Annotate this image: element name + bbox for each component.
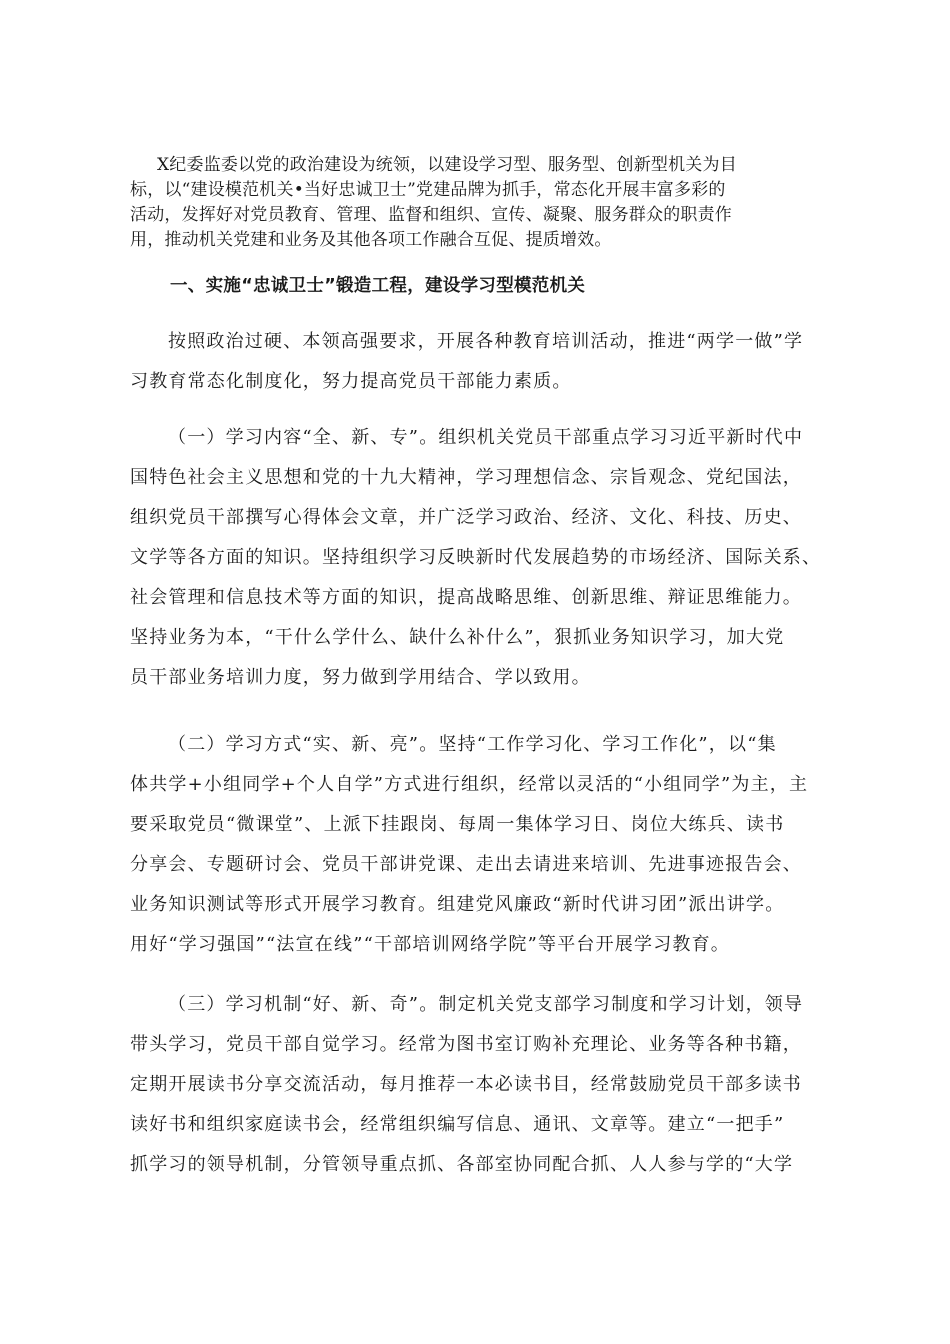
intro-line: 用，推动机关党建和业务及其他各项工作融合互促、提质增效。 bbox=[130, 230, 612, 250]
paragraph-line: 要采取党员“微课堂”、上派下挂跟岗、每周一集体学习日、岗位大练兵、读书 bbox=[130, 814, 785, 835]
paragraph-line: 抓学习的领导机制，分管领导重点抓、各部室协同配合抓、人人参与学的“大学 bbox=[130, 1154, 794, 1175]
paragraph-line: 定期开展读书分享交流活动，每月推荐一本必读书目，经常鼓励党员干部多读书 bbox=[130, 1074, 802, 1095]
paragraph-line: 用好“学习强国”“法宣在线”“干部培训网络学院”等平台开展学习教育。 bbox=[130, 934, 731, 955]
section-heading: 一、实施“忠诚卫士”锻造工程，建设学习型模范机关 bbox=[170, 276, 586, 296]
paragraph-line: 按照政治过硬、本领高强要求，开展各种教育培训活动，推进“两学一做”学 bbox=[168, 331, 804, 352]
paragraph-line: 读好书和组织家庭读书会，经常组织编写信息、通讯、文章等。建立“一把手” bbox=[130, 1114, 785, 1135]
paragraph-line: 文学等各方面的知识。坚持组织学习反映新时代发展趋势的市场经济、国际关系、 bbox=[130, 547, 822, 568]
paragraph-line: （三）学习机制“好、新、奇”。制定机关党支部学习制度和学习计划，领导 bbox=[168, 994, 804, 1015]
body-paragraph bbox=[130, 418, 850, 698]
paragraph-line: 带头学习，党员干部自觉学习。经常为图书室订购补充理论、业务等各种书籍， bbox=[130, 1034, 802, 1055]
paragraph-line: 体共学+小组同学+个人自学”方式进行组织，经常以灵活的“小组同学”为主，主 bbox=[130, 774, 809, 795]
intro-line: X纪委监委以党的政治建设为统领，以建设学习型、服务型、创新型机关为目 bbox=[157, 155, 737, 175]
intro-line: 标，以“建设模范机关•当好忠诚卫士”党建品牌为抓手，常态化开展丰富多彩的 bbox=[130, 180, 726, 200]
body-paragraph bbox=[130, 322, 850, 402]
paragraph-line: 员干部业务培训力度，努力做到学用结合、学以致用。 bbox=[130, 667, 591, 688]
intro-line: 活动，发挥好对党员教育、管理、监督和组织、宣传、凝聚、服务群众的职责作 bbox=[130, 205, 732, 225]
paragraph-line: 习教育常态化制度化，努力提高党员干部能力素质。 bbox=[130, 371, 572, 392]
paragraph-line: 业务知识测试等形式开展学习教育。组建党风廉政“新时代讲习团”派出讲学。 bbox=[130, 894, 785, 915]
body-paragraph bbox=[130, 725, 850, 965]
paragraph-line: 社会管理和信息技术等方面的知识，提高战略思维、创新思维、辩证思维能力。 bbox=[130, 587, 802, 608]
paragraph-line: 坚持业务为本，“干什么学什么、缺什么补什么”，狠抓业务知识学习，加大党 bbox=[130, 627, 785, 648]
paragraph-line: 组织党员干部撰写心得体会文章，并广泛学习政治、经济、文化、科技、历史、 bbox=[130, 507, 802, 528]
intro-paragraph bbox=[130, 153, 830, 253]
body-paragraph bbox=[130, 985, 850, 1185]
paragraph-line: 国特色社会主义思想和党的十九大精神，学习理想信念、宗旨观念、党纪国法， bbox=[130, 467, 802, 488]
paragraph-line: （二）学习方式“实、新、亮”。坚持“工作学习化、学习工作化”，以“集 bbox=[168, 734, 777, 755]
paragraph-line: 分享会、专题研讨会、党员干部讲党课、走出去请进来培训、先进事迹报告会、 bbox=[130, 854, 802, 875]
paragraph-line: （一）学习内容“全、新、专”。组织机关党员干部重点学习习近平新时代中 bbox=[168, 427, 804, 448]
